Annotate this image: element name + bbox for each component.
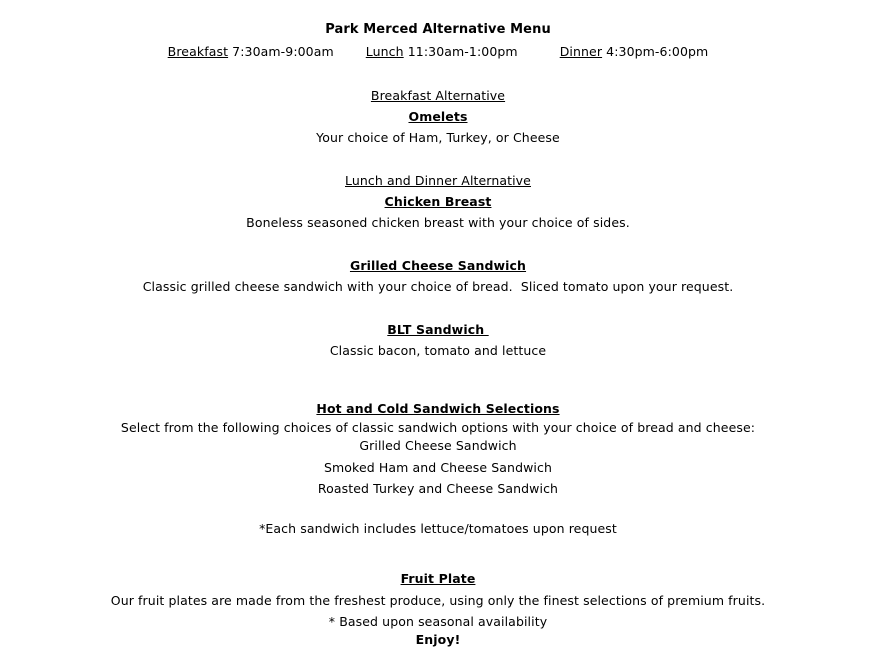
- fruit-plate-desc: Our fruit plates are made from the freshest produce, using only the finest selections of premium fruits.: [110, 593, 766, 608]
- fruit-plate-note: * Based upon seasonal availability: [328, 614, 548, 629]
- breakfast-time: 7:30am-9:00am: [228, 44, 334, 59]
- meal-hours: [0, 44, 876, 60]
- grilled-cheese-name: Grilled Cheese Sandwich: [349, 258, 527, 273]
- chicken-name: Chicken Breast: [384, 194, 492, 209]
- chicken-desc: Boneless seasoned chicken breast with your choice of sides.: [246, 215, 630, 230]
- grilled-cheese-desc: Classic grilled cheese sandwich with your choice of bread. Sliced tomato upon your request.: [142, 279, 734, 294]
- sandwich-option: Roasted Turkey and Cheese Sandwich: [317, 481, 559, 496]
- dinner-time: 4:30pm-6:00pm: [602, 44, 709, 59]
- fruit-plate-name: Fruit Plate: [400, 571, 476, 586]
- blt-name: BLT Sandwich: [387, 322, 489, 337]
- sandwich-selections-name: Hot and Cold Sandwich Selections: [316, 401, 560, 416]
- breakfast-heading: Breakfast Alternative: [370, 88, 506, 103]
- omelets-desc: Your choice of Ham, Turkey, or Cheese: [316, 130, 560, 145]
- sandwich-note: *Each sandwich includes lettuce/tomatoes upon request: [259, 521, 617, 536]
- lunch-time: 11:30am-1:00pm: [403, 44, 518, 59]
- lunch-dinner-heading: Lunch and Dinner Alternative: [345, 173, 531, 188]
- sandwich-selections-intro: Select from the following choices of classic sandwich options with your choice of bread and cheese:: [120, 420, 756, 435]
- page-title: Park Merced Alternative Menu: [325, 22, 551, 37]
- lunch-label: Lunch: [365, 44, 404, 59]
- dinner-label: Dinner: [559, 44, 603, 59]
- blt-desc: Classic bacon, tomato and lettuce: [329, 343, 547, 358]
- sandwich-option: Smoked Ham and Cheese Sandwich: [324, 460, 552, 475]
- closing-text: Enjoy!: [415, 632, 461, 647]
- breakfast-label: Breakfast: [167, 44, 229, 59]
- omelets-name: Omelets: [408, 109, 468, 124]
- sandwich-option: Grilled Cheese Sandwich: [359, 438, 517, 453]
